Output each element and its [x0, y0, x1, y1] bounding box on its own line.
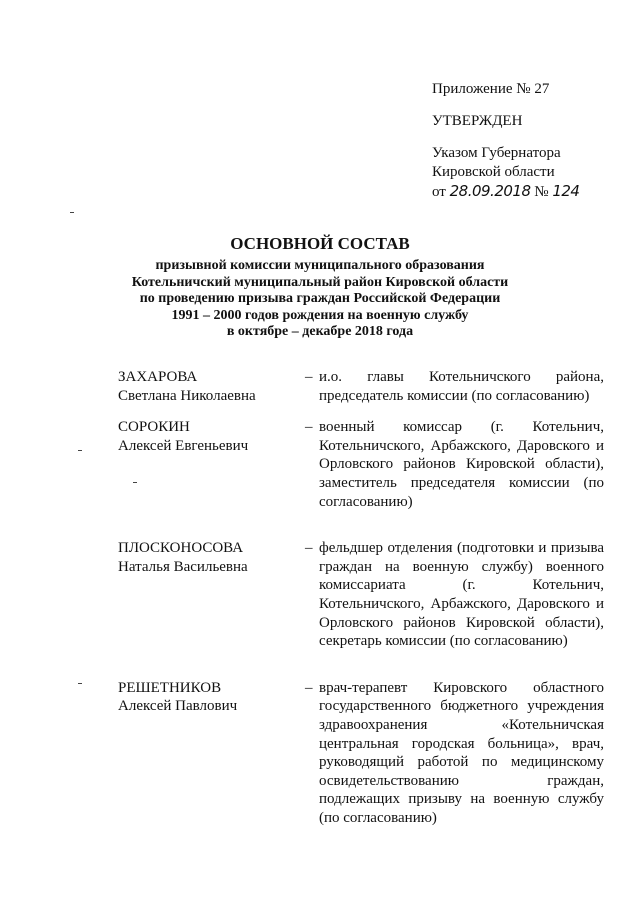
- member-dash: –: [305, 679, 313, 696]
- member-name-block: [118, 539, 303, 651]
- member-role: военный комиссар (г. Котельнич, Котельничского, Арбажского, Даровского и Орловского районов Кировской области), заместитель председателя комиссии (по согласованию): [319, 419, 604, 510]
- scan-mark: [133, 482, 137, 483]
- decree-line-2: Кировской области: [432, 164, 555, 180]
- title-main: ОСНОВНОЙ СОСТАВ: [230, 234, 410, 253]
- decree-line-1: Указом Губернатора: [432, 145, 561, 161]
- member-name-block: [118, 418, 303, 511]
- title-line: 1991 – 2000 годов рождения на военную службу: [171, 307, 469, 323]
- scan-mark: [78, 683, 82, 684]
- member-name-block: [118, 368, 303, 405]
- title-line: по проведению призыва граждан Российской Федерации: [139, 291, 501, 307]
- member-dash: –: [305, 369, 313, 385]
- member-surname: ЗАХАРОВА: [118, 369, 198, 385]
- scan-mark: [78, 450, 82, 451]
- title-line: в октябре – декабре 2018 года: [226, 324, 414, 340]
- member-given-name: Светлана Николаевна: [118, 387, 256, 404]
- date-prefix: от: [432, 184, 446, 200]
- decree-date-number-line: [432, 182, 622, 202]
- member-name-block: [118, 679, 303, 828]
- handwritten-date: 28.09.2018: [449, 182, 531, 200]
- member-role: врач-терапевт Кировского областного государственного бюджетного учреждения здравоохранения «Котельничская центральная городская больница», врач, руководящий работой по медицинскому освидетельствованию граждан, подлежащих призыву на военную службу (по согласованию): [319, 679, 604, 826]
- handwritten-number: 124: [552, 182, 580, 200]
- member-given-name: Алексей Павлович: [118, 698, 238, 715]
- member-surname: СОРОКИН: [118, 419, 190, 436]
- approval-stamp-block: [432, 80, 622, 202]
- commission-members-list: [118, 368, 604, 827]
- member-given-name: Алексей Евгеньевич: [118, 437, 249, 454]
- scan-mark: [70, 212, 74, 213]
- member-role: и.о. главы Котельничского района, председатель комиссии (по согласованию): [319, 369, 604, 404]
- member-surname: РЕШЕТНИКОВ: [118, 679, 222, 696]
- member-entry: [118, 368, 604, 405]
- member-entry: [118, 679, 604, 828]
- member-entry: [118, 418, 604, 511]
- member-dash: –: [305, 540, 313, 557]
- document-title: [130, 234, 510, 341]
- member-role: фельдшер отделения (подготовки и призыва граждан на военную службу) военного комиссариата (г. Котельнич, Котельничского, Арбажского, Даровского и Орловского районов Кировской области), секретарь комиссии (по согласованию): [319, 540, 604, 650]
- annex-number: Приложение № 27: [432, 81, 550, 97]
- number-prefix: №: [534, 184, 549, 200]
- title-line: Котельничский муниципальный район Кировской области: [131, 274, 509, 290]
- member-surname: ПЛОСКОНОСОВА: [118, 540, 244, 557]
- member-entry: [118, 539, 604, 651]
- member-dash: –: [305, 419, 313, 436]
- approved-label: УТВЕРЖДЕН: [432, 113, 523, 129]
- member-given-name: Наталья Васильевна: [118, 558, 248, 575]
- title-line: призывной комиссии муниципального образования: [155, 258, 485, 273]
